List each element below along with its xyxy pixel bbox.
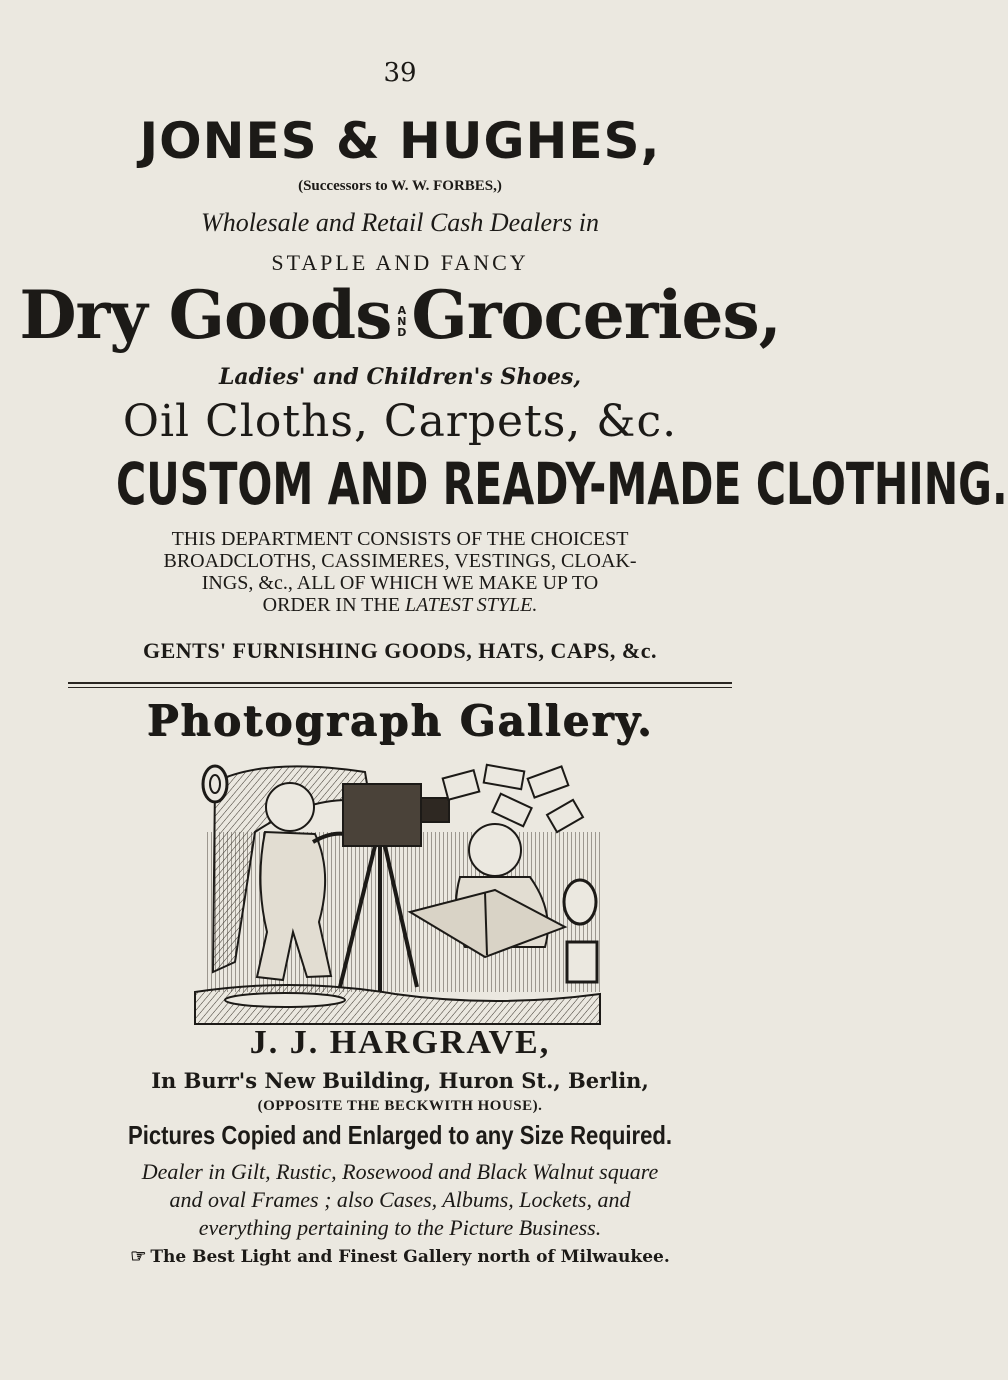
best-gallery-text: The Best Light and Finest Gallery north of Milwaukee. [150, 1247, 670, 1267]
clothing-heading: CUSTOM AND READY-MADE CLOTHING. [116, 450, 1008, 518]
divider-rule [68, 682, 732, 684]
department-line: INGS, &c., ALL OF WHICH WE MAKE UP TO [201, 572, 599, 594]
and-letter: D [397, 325, 406, 339]
dealer-line: Dealer in Gilt, Rustic, Rosewood and Black Walnut square [141, 1159, 659, 1184]
shoes-line: Ladies' and Children's Shoes, [218, 364, 582, 390]
dealer-line: everything pertaining to the Picture Business. [198, 1215, 602, 1240]
staple-fancy-line: STAPLE AND FANCY [271, 250, 529, 275]
department-line: THIS DEPARTMENT CONSISTS OF THE CHOICEST [171, 528, 629, 550]
groceries-text: Groceries, [411, 276, 781, 354]
proprietor-name: J. J. HARGRAVE, [249, 1024, 551, 1061]
latest-style-text: LATEST STYLE. [405, 594, 538, 616]
cherubs-camera-illustration [195, 762, 605, 1024]
opposite-note: (OPPOSITE THE BECKWITH HOUSE). [257, 1098, 543, 1114]
pointing-hand-icon: ☞ [130, 1246, 147, 1267]
best-gallery-line [0, 1246, 800, 1267]
photograph-gallery-title: Photograph Gallery. [146, 696, 654, 745]
dry-goods-groceries-heading [0, 276, 800, 354]
and-letter: N [397, 314, 406, 328]
address-line: In Burr's New Building, Huron St., Berlin, [151, 1068, 649, 1093]
divider-rule-thin [68, 687, 732, 688]
department-line [0, 594, 800, 616]
dealers-line: Wholesale and Retail Cash Dealers in [201, 208, 599, 237]
department-line-prefix: ORDER IN THE [262, 594, 406, 616]
and-letter: A [397, 303, 406, 317]
pictures-copied-line: Pictures Copied and Enlarged to any Size Required. [127, 1120, 673, 1150]
and-vertical [395, 305, 407, 338]
oil-cloths-line: Oil Cloths, Carpets, &c. [122, 396, 678, 447]
department-line: BROADCLOTHS, CASSIMERES, VESTINGS, CLOAK- [163, 550, 637, 572]
dealer-line: and oval Frames ; also Cases, Albums, Lockets, and [169, 1187, 631, 1212]
dry-goods-text: Dry Goods [19, 276, 392, 354]
firm-name: JONES & HUGHES, [139, 112, 661, 170]
dealer-paragraph [0, 1158, 800, 1242]
gents-furnishing-line: GENTS' FURNISHING GOODS, HATS, CAPS, &c. [142, 638, 658, 663]
successors-note: (Successors to W. W. FORBES,) [298, 178, 502, 194]
page-number: 39 [383, 58, 417, 88]
department-paragraph [0, 528, 800, 616]
